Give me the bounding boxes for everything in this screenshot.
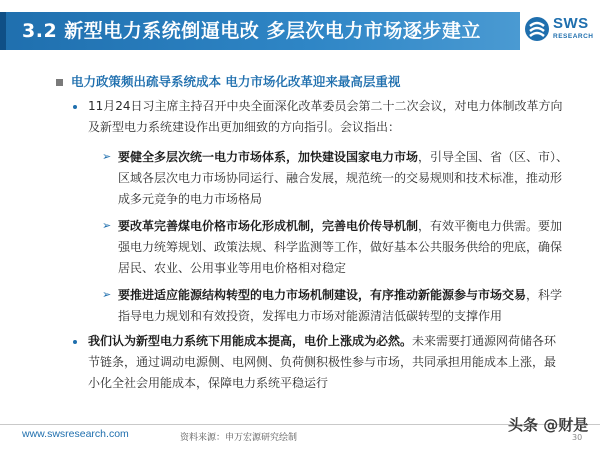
bullet-dot-icon (73, 105, 77, 109)
footer-url-link[interactable]: www.swsresearch.com (22, 428, 129, 440)
sub-point-2-rest: ，有效平衡电力供需。要加 (418, 219, 563, 233)
sub-point-3-emphasis: 要推进适应能源结构转型的电力市场机制建设，有序推动新能源参与市场交易 (118, 288, 527, 302)
sub-point-3-rest: ，科学 (526, 288, 563, 302)
paragraph-2-line-3: 小化全社会用能成本，保障电力系统平稳运行 (88, 376, 329, 390)
footer-source: 资料来源：申万宏源研究绘制 (180, 433, 298, 443)
sub-point-2-emphasis: 要改革完善煤电价格市场化形成机制，完善电价传导机制 (118, 219, 419, 233)
title-accent-bar (0, 12, 6, 50)
square-bullet-icon (56, 79, 63, 86)
bullet-dot-icon (73, 340, 77, 344)
sub-point-1-line-1 (118, 147, 568, 167)
sub-point-1-line-2: 区域各层次电力市场协同运行、融合发展，规范统一的交易规则和技术标准，推动形 (118, 171, 563, 185)
arrow-bullet-icon: ➢ (102, 219, 112, 232)
sub-point-3-line-1 (118, 285, 562, 305)
sub-point-1-line-3: 成多元竞争的电力市场格局 (118, 192, 263, 206)
sub-point-1-emphasis: 要健全多层次统一电力市场体系，加快建设国家电力市场 (118, 150, 419, 164)
paragraph-1-line-1: 11月24日习主席主持召开中央全面深化改革委员会第二十二次会议，对电力体制改革方向 (88, 99, 563, 113)
paragraph-2-line-2: 节链条，通过调动电源侧、电网侧、负荷侧积极性参与市场，共同承担用能成本上涨，最 (88, 355, 557, 369)
sws-logo-icon (524, 16, 550, 42)
section-heading: 电力政策频出疏导系统成本 电力市场化改革迎来最高层重视 (71, 74, 401, 89)
logo-text: SWS (553, 15, 589, 32)
sub-point-2-line-2: 强电力统筹规划、政策法规、科学监测等工作，做好基本公共服务供给的兜底，确保 (118, 240, 563, 254)
paragraph-1-line-2: 及新型电力系统建设作出更加细致的方向指引。会议指出： (88, 120, 401, 134)
slide-header (0, 0, 600, 62)
paragraph-2-rest: 未来需要打通源网荷储各环 (412, 334, 557, 348)
page-number: 30 (572, 433, 583, 442)
logo-subtext: RESEARCH (553, 33, 594, 40)
sub-point-1-rest: ，引导全国、省（区、市）、 (418, 150, 569, 164)
paragraph-2-line-1 (88, 331, 556, 351)
paragraph-2-emphasis: 我们认为新型电力系统下用能成本提高，电价上涨成为必然。 (88, 334, 413, 348)
arrow-bullet-icon: ➢ (102, 150, 112, 163)
arrow-bullet-icon: ➢ (102, 288, 112, 301)
watermark-text: 头条 @财是 (508, 416, 589, 434)
sub-point-2-line-1 (118, 216, 562, 236)
sws-logo (522, 12, 594, 52)
sub-point-3-line-2: 指导电力规划和有效投资，发挥电力市场对能源清洁低碳转型的支撑作用 (118, 309, 503, 323)
slide-title: 3.2 新型电力系统倒逼电改 多层次电力市场逐步建立 (0, 12, 520, 50)
sub-point-2-line-3: 居民、农业、公用事业等用电价格相对稳定 (118, 261, 347, 275)
